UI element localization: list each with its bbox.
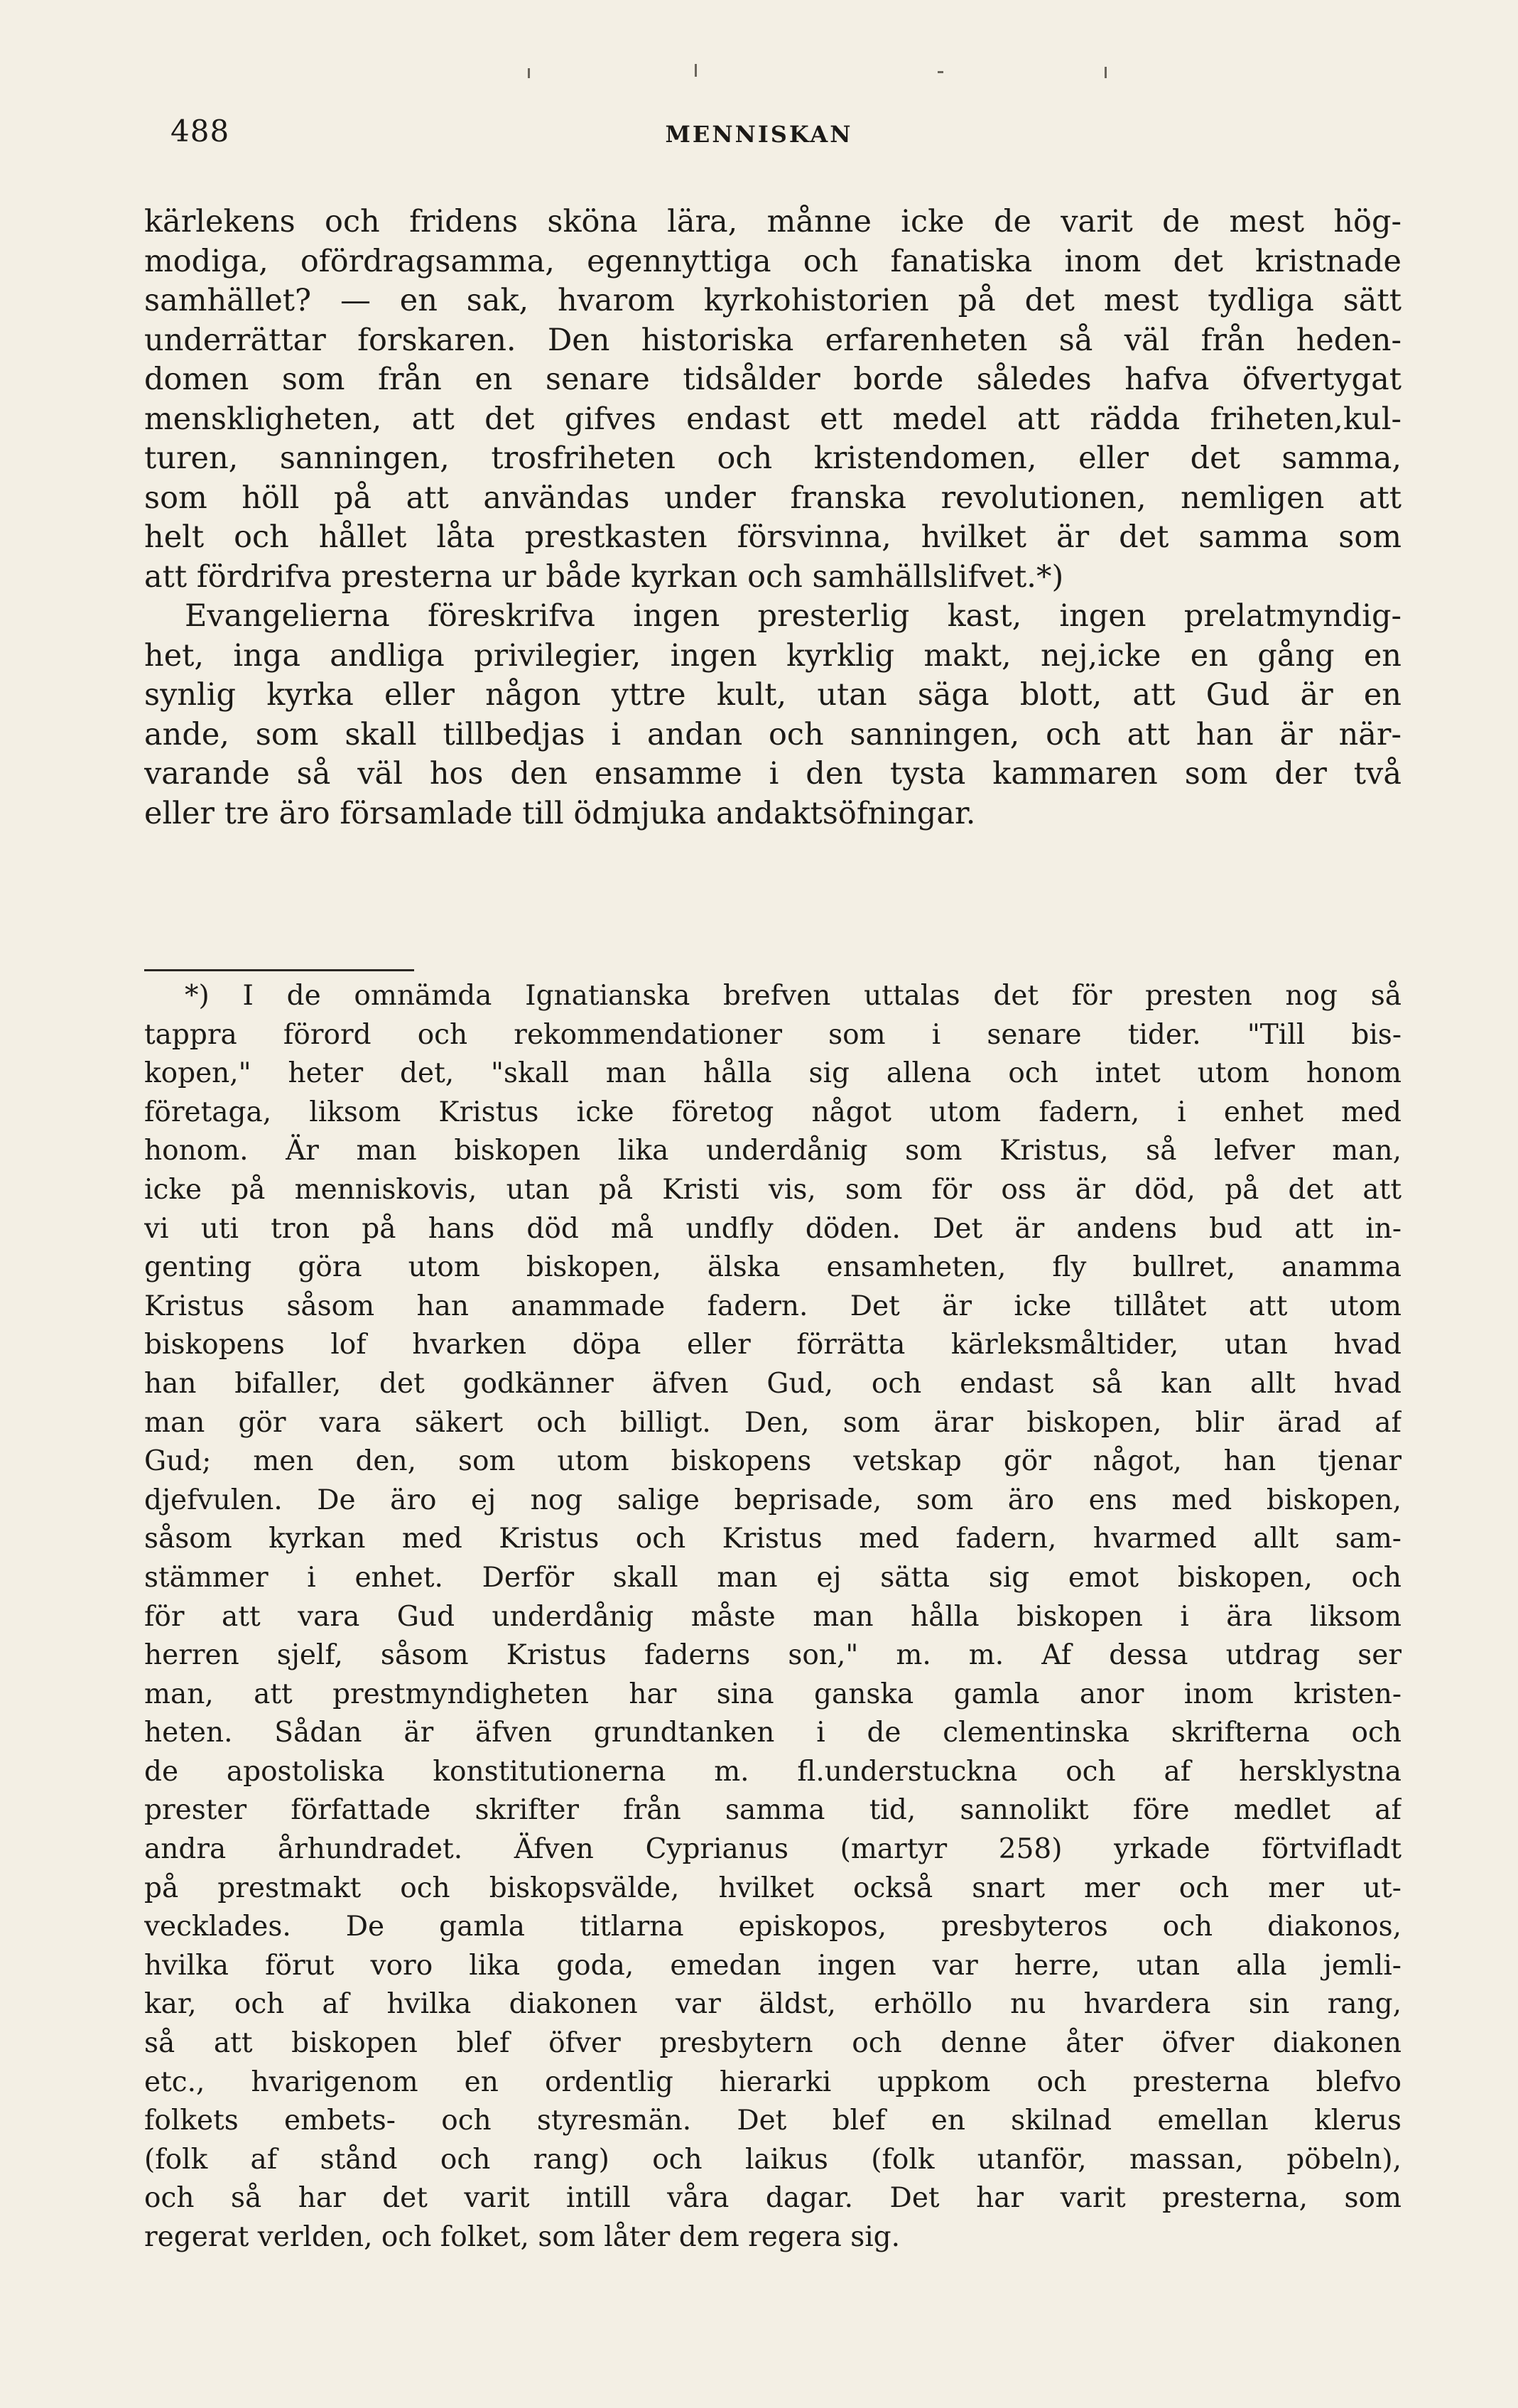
text-line: som höll på att användas under franska revolutionen, nemligen att (144, 480, 1402, 516)
footnote-line: de apostoliska konstitutionerna m. fl.understuckna och af hersklystna (144, 1755, 1402, 1788)
text-line: Evangelierna föreskrifva ingen presterlig kast, ingen prelatmyndig- (185, 598, 1402, 634)
footnote-line: såsom kyrkan med Kristus och Kristus med fadern, hvarmed allt sam- (144, 1523, 1402, 1555)
footnote-line: heten. Sådan är äfven grundtanken i de clementinska skrifterna och (144, 1717, 1402, 1749)
text-line: samhället? — en sak, hvarom kyrkohistorien på det mest tydliga sätt (144, 283, 1402, 318)
footnote-line: biskopens lof hvarken döpa eller förrätta kärleksmåltider, utan hvad (144, 1329, 1402, 1361)
text-line: modiga, ofördragsamma, egennyttiga och fanatiska inom det kristnade (144, 243, 1402, 279)
footnote-line: vecklades. De gamla titlarna episkopos, presbyteros och diakonos, (144, 1911, 1402, 1943)
footnote-line: prester författade skrifter från samma tid, sannolikt före medlet af (144, 1794, 1402, 1827)
footnote-line: (folk af stånd och rang) och laikus (folk utanför, massan, pöbeln), (144, 2143, 1402, 2176)
footnote-line: man, att prestmyndigheten har sina ganska gamla anor inom kristen- (144, 1678, 1402, 1710)
footnote-line: djefvulen. De äro ej nog salige beprisade, som äro ens med biskopen, (144, 1484, 1402, 1516)
text-line: turen, sanningen, trosfriheten och kristendomen, eller det samma, (144, 441, 1402, 476)
footnote-line: honom. Är man biskopen lika underdånig som Kristus, så lefver man, (144, 1135, 1402, 1167)
text-line: domen som från en senare tidsålder borde således hafva öfvertygat (144, 362, 1402, 397)
text-line: eller tre äro församlade till ödmjuka andaktsöfningar. (144, 795, 976, 831)
footnote-line: man gör vara säkert och billigt. Den, som ärar biskopen, blir ärad af (144, 1406, 1402, 1439)
footnote-line: hvilka förut voro lika goda, emedan ingen var herre, utan alla jemli- (144, 1949, 1402, 1982)
footnote-line: han bifaller, det godkänner äfven Gud, och endast så kan allt hvad (144, 1367, 1402, 1400)
text-line: helt och hållet låta prestkasten försvinna, hvilket är det samma som (144, 519, 1402, 555)
text-line: het, inga andliga privilegier, ingen kyrklig makt, nej,icke en gång en (144, 637, 1402, 674)
text-line: underrättar forskaren. Den historiska erfarenheten så väl från heden- (144, 322, 1402, 358)
body-text (144, 203, 1402, 833)
footnote-line: vi uti tron på hans död må undfly döden. Det är andens bud att in- (144, 1212, 1402, 1245)
footnote-line: stämmer i enhet. Derför skall man ej sätta sig emot biskopen, och (144, 1561, 1402, 1594)
footnote-line: så att biskopen blef öfver presbytern och denne åter öfver diakonen (144, 2027, 1402, 2060)
footnote-line: kopen," heter det, "skall man hålla sig allena och intet utom honom (144, 1057, 1402, 1090)
footnote-line: regerat verlden, och folket, som låter dem regera sig. (144, 2221, 901, 2253)
footnote-line: Gud; men den, som utom biskopens vetskap gör något, han tjenar (144, 1445, 1402, 1478)
footnote-line: kar, och af hvilka diakonen var äldst, erhöllo nu hvardera sin rang, (144, 1988, 1402, 2021)
page-header (0, 0, 1518, 171)
footnote-line: etc., hvarigenom en ordentlig hierarki uppkom och presterna blefvo (144, 2066, 1402, 2098)
text-line: varande så väl hos den ensamme i den tysta kammaren som der två (144, 756, 1402, 792)
footnote-line: för att vara Gud underdånig måste man hålla biskopen i ära liksom (144, 1600, 1402, 1633)
footnote-line: företaga, liksom Kristus icke företog något utom fadern, i enhet med (144, 1096, 1402, 1128)
page-number: 488 (170, 114, 230, 149)
footnote-line: herren sjelf, såsom Kristus faderns son," m. m. Af dessa utdrag ser (144, 1639, 1402, 1672)
running-title: MENNISKAN (665, 121, 853, 148)
footnote (144, 977, 1402, 2257)
footnote-rule (144, 969, 414, 971)
footnote-line: Kristus såsom han anammade fadern. Det är icke tillåtet att utom (144, 1290, 1402, 1322)
text-line: synlig kyrka eller någon yttre kult, utan säga blott, att Gud är en (144, 677, 1402, 713)
print-speck (938, 71, 943, 73)
footnote-line: tappra förord och rekommendationer som i senare tider. "Till bis- (144, 1018, 1402, 1051)
footnote-line: folkets embets- och styresmän. Det blef en skilnad emellan klerus (144, 2105, 1402, 2137)
text-line: att fördrifva presterna ur både kyrkan och samhällslifvet.*) (144, 558, 1064, 595)
footnote-line: och så har det varit intill våra dagar. Det har varit presterna, som (144, 2182, 1402, 2215)
text-line: menskligheten, att det gifves endast ett medel att rädda friheten,kul- (144, 401, 1402, 437)
footnote-line: andra århundradet. Äfven Cyprianus (martyr 258) yrkade förtvifladt (144, 1833, 1402, 1866)
footnote-line: genting göra utom biskopen, älska ensamheten, fly bullret, anamma (144, 1251, 1402, 1284)
print-speck (1105, 67, 1107, 78)
print-speck (528, 68, 530, 78)
footnote-line: icke på menniskovis, utan på Kristi vis, som för oss är död, på det att (144, 1173, 1402, 1206)
footnote-line: på prestmakt och biskopsvälde, hvilket också snart mer och mer ut- (144, 1872, 1402, 1904)
footnote-line: *) I de omnämda Ignatianska brefven uttalas det för presten nog så (185, 980, 1402, 1012)
print-speck (695, 64, 697, 77)
text-line: ande, som skall tillbedjas i andan och sanningen, och att han är när- (144, 716, 1402, 752)
text-line: kärlekens och fridens sköna lära, månne icke de varit de mest hög- (144, 204, 1402, 239)
